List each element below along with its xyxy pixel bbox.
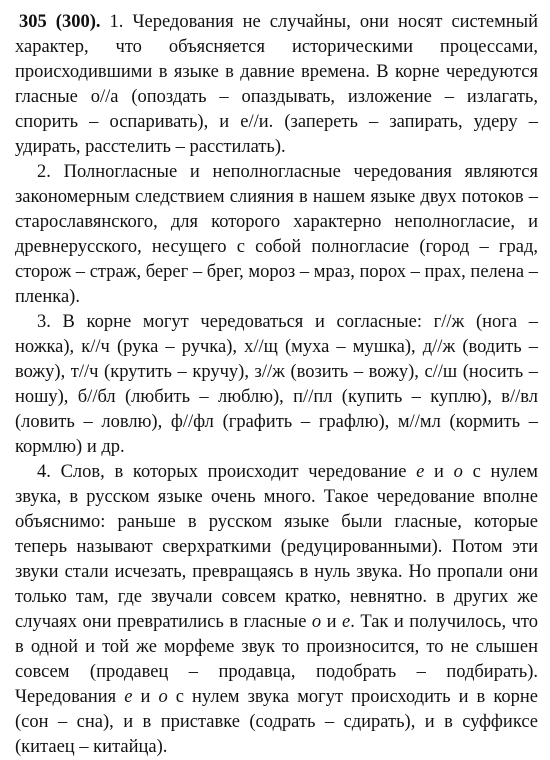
italic-letter: е [416,462,425,482]
italic-letter: е [342,612,351,632]
italic-letter: е [124,687,133,707]
text-segment: 4. Слов, в которых происходит чередование [37,462,417,482]
paragraph-text: 1. Чередования не случайны, они носят системный характер, что объясняется историческими процессами, происходившими в языке в давние времена. В корне чередуются гласные о//а (опоздать – опаздывать, изложение – излагать, спорить – оспаривать), и е//и. (запереть – запирать, удеру – удирать, расстелить – расстилать). [15,12,539,157]
italic-letter: о [158,687,168,707]
text-segment: с нулем звука могут происходить и в корне (сон – сна), и в приставке (содрать – сдирать), и в суффиксе (китаец – китайца). [15,687,538,757]
text-segment: и [132,687,159,707]
text-segment: с нулем звука, в русском языке очень много. Такое чередование вполне объяснимо: раньше в русском языке были гласные, которые теперь называют сверхраткими (редуцированными). Потом эти звуки стали исчезать, превращаясь в нуль звука. Но пропали они только там, где звучали совсем кратко, невнятно. в других же случаях они превратились в гласные [15,462,539,632]
paragraph-4 [15,460,538,760]
paragraph-text: 3. В корне могут чередоваться и согласные: г//ж (нога – ножка), к//ч (рука – ручка), х//щ (муха – мушка), д//ж (водить – вожу), т//ч (крутить – кручу), з//ж (возить – вожу), с//ш (носить – ношу), б//бл (любить – люблю), п//пл (купить – куплю), в//вл (ловить – ловлю), ф//фл (графить – графлю), м//мл (кормить – кормлю) и др. [15,312,538,457]
paragraph-2 [15,160,538,310]
paragraph-3 [15,310,538,460]
italic-letter: о [453,462,463,482]
italic-letter: о [311,612,322,632]
text-segment: и [321,612,343,632]
text-segment: и [424,462,454,482]
paragraph-text: 2. Полногласные и неполногласные чередования являются закономерным следствием слияния в нашем языке двух потоков – старославянского, для которого характерно неполногласие, и древнерусского, несущего с собой полногласие (город – град, сторож – страж, берег – брег, мороз – мраз, порох – прах, пелена – пленка). [15,162,538,307]
paragraph-1 [15,10,538,160]
exercise-number: 305 (300). [19,12,101,32]
text-segment: . Так и получилось, что в одной и той же морфеме звук то произносится, то не слышен совсем (продавец – продавца, подобрать – подбирать). Чередования [15,612,538,707]
